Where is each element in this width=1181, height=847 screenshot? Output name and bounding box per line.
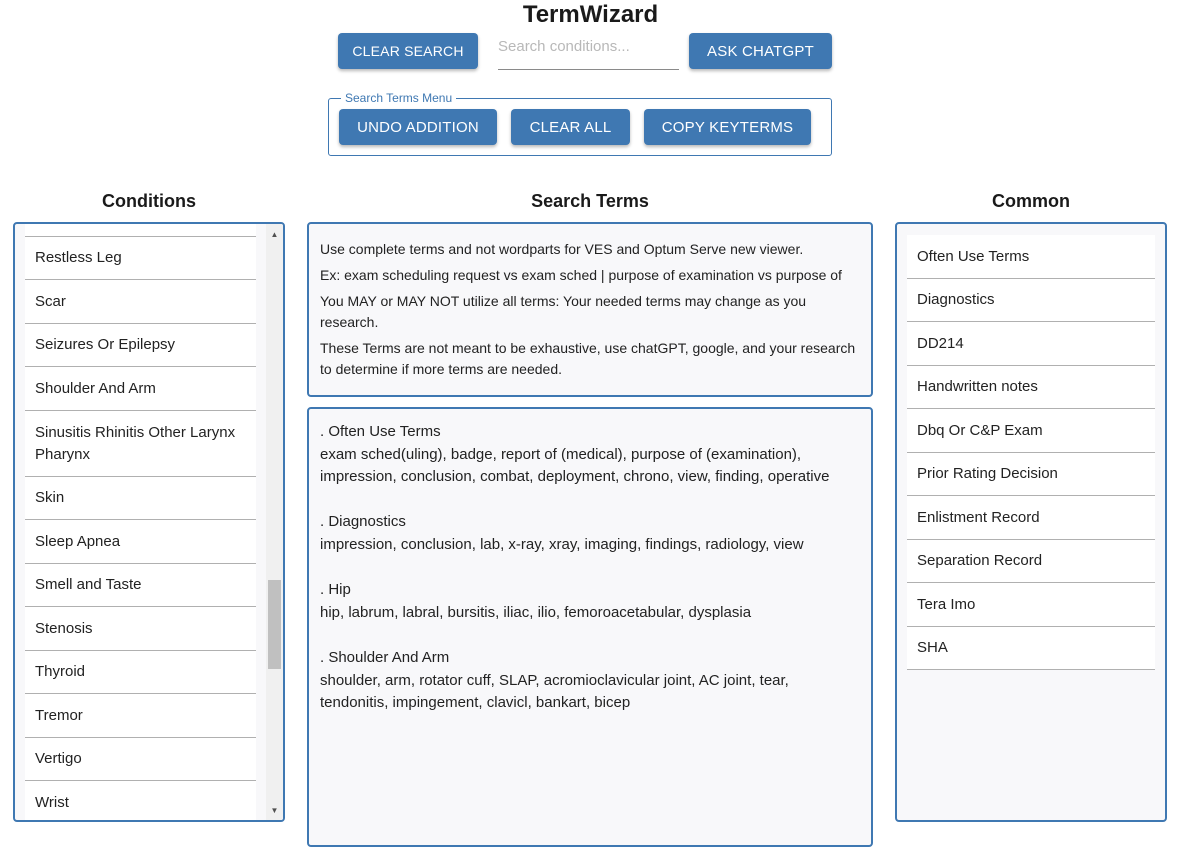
term-block-title: . Diagnostics bbox=[320, 513, 406, 531]
clear-all-button[interactable]: CLEAR ALL bbox=[511, 109, 630, 145]
term-block-terms: hip, labrum, labral, bursitis, iliac, ilio, femoroacetabular, dysplasia bbox=[320, 603, 752, 621]
common-list bbox=[907, 235, 1155, 670]
term-block-terms: exam sched(uling), badge, report of (medical), purpose of (examination), impression, conclusion, combat, deployment, chrono, view, finding, operative bbox=[320, 445, 830, 486]
term-block-title: . Often Use Terms bbox=[320, 423, 441, 440]
term-block-terms: shoulder, arm, rotator cuff, SLAP, acromioclavicular joint, AC joint, tear, tendonitis, impingement, clavicl, bankart, bicep bbox=[320, 671, 789, 712]
condition-item[interactable]: Vertigo bbox=[25, 738, 256, 781]
scroll-up-arrow-icon[interactable]: ▲ bbox=[270, 229, 279, 239]
term-block-shoulder-and-arm bbox=[320, 647, 860, 715]
common-panel bbox=[895, 222, 1167, 822]
condition-item[interactable]: Stenosis bbox=[25, 607, 256, 651]
term-block-title: . Hip bbox=[320, 581, 351, 599]
search-terms-output[interactable] bbox=[307, 407, 873, 847]
search-terms-instructions bbox=[307, 222, 873, 397]
common-item[interactable]: Dbq Or C&P Exam bbox=[907, 409, 1155, 453]
term-block-diagnostics bbox=[320, 511, 860, 556]
common-item[interactable]: Enlistment Record bbox=[907, 496, 1155, 540]
app-title bbox=[0, 0, 1181, 29]
instruction-text: Ex: exam scheduling request vs exam sched | purpose of examination vs purpose of bbox=[320, 267, 842, 283]
instruction-text: You MAY or MAY NOT utilize all terms: Your needed terms may change as you research. bbox=[320, 293, 807, 330]
common-item[interactable]: Separation Record bbox=[907, 540, 1155, 583]
app-title-text: TermWizard bbox=[522, 1, 659, 28]
condition-item[interactable]: Smell and Taste bbox=[25, 564, 256, 607]
undo-addition-button[interactable]: UNDO ADDITION bbox=[339, 109, 497, 145]
condition-item[interactable]: Seizures Or Epilepsy bbox=[25, 324, 256, 367]
common-item[interactable]: SHA bbox=[907, 627, 1155, 670]
condition-item[interactable]: Thyroid bbox=[25, 651, 256, 694]
search-terms-heading: Search Terms bbox=[531, 191, 649, 211]
term-block-hip bbox=[320, 579, 860, 624]
condition-item[interactable]: Tremor bbox=[25, 694, 256, 738]
clear-search-button[interactable]: CLEAR SEARCH bbox=[338, 33, 478, 69]
condition-item[interactable]: Sinusitis Rhinitis Other Larynx Pharynx bbox=[25, 411, 256, 477]
condition-item[interactable]: Restless Leg bbox=[25, 237, 256, 280]
term-block-title: . Shoulder And Arm bbox=[320, 648, 450, 666]
copy-keyterms-button[interactable]: COPY KEYTERMS bbox=[644, 109, 811, 145]
instruction-text: These Terms are not meant to be exhaustive, use chatGPT, google, and your research to determine if more terms are needed. bbox=[320, 340, 856, 377]
common-item[interactable]: Often Use Terms bbox=[907, 235, 1155, 279]
common-item[interactable]: Handwritten notes bbox=[907, 366, 1155, 409]
search-conditions-input[interactable] bbox=[498, 33, 679, 70]
condition-item[interactable]: Wrist bbox=[25, 781, 256, 822]
term-block-often-use bbox=[320, 421, 860, 489]
term-block-terms: impression, conclusion, lab, x-ray, xray, imaging, findings, radiology, view bbox=[320, 535, 804, 553]
common-heading: Common bbox=[992, 191, 1070, 211]
conditions-list bbox=[25, 224, 256, 822]
conditions-scrollbar[interactable] bbox=[266, 224, 283, 820]
common-item[interactable]: Tera Imo bbox=[907, 583, 1155, 627]
scroll-thumb[interactable] bbox=[268, 580, 281, 669]
common-item[interactable]: DD214 bbox=[907, 322, 1155, 366]
conditions-panel bbox=[13, 222, 285, 822]
condition-item[interactable]: Scar bbox=[25, 280, 256, 324]
conditions-heading: Conditions bbox=[102, 191, 196, 211]
common-item[interactable]: Diagnostics bbox=[907, 279, 1155, 322]
scroll-down-arrow-icon[interactable]: ▼ bbox=[270, 805, 279, 815]
ask-chatgpt-button[interactable]: ASK CHATGPT bbox=[689, 33, 832, 69]
condition-item-partial[interactable] bbox=[25, 224, 256, 237]
instruction-text: Use complete terms and not wordparts for VES and Optum Serve new viewer. bbox=[320, 241, 804, 257]
search-terms-menu-legend: Search Terms Menu bbox=[341, 91, 456, 105]
condition-item[interactable]: Skin bbox=[25, 477, 256, 520]
common-item[interactable]: Prior Rating Decision bbox=[907, 453, 1155, 496]
condition-item[interactable]: Shoulder And Arm bbox=[25, 367, 256, 411]
condition-item[interactable]: Sleep Apnea bbox=[25, 520, 256, 564]
